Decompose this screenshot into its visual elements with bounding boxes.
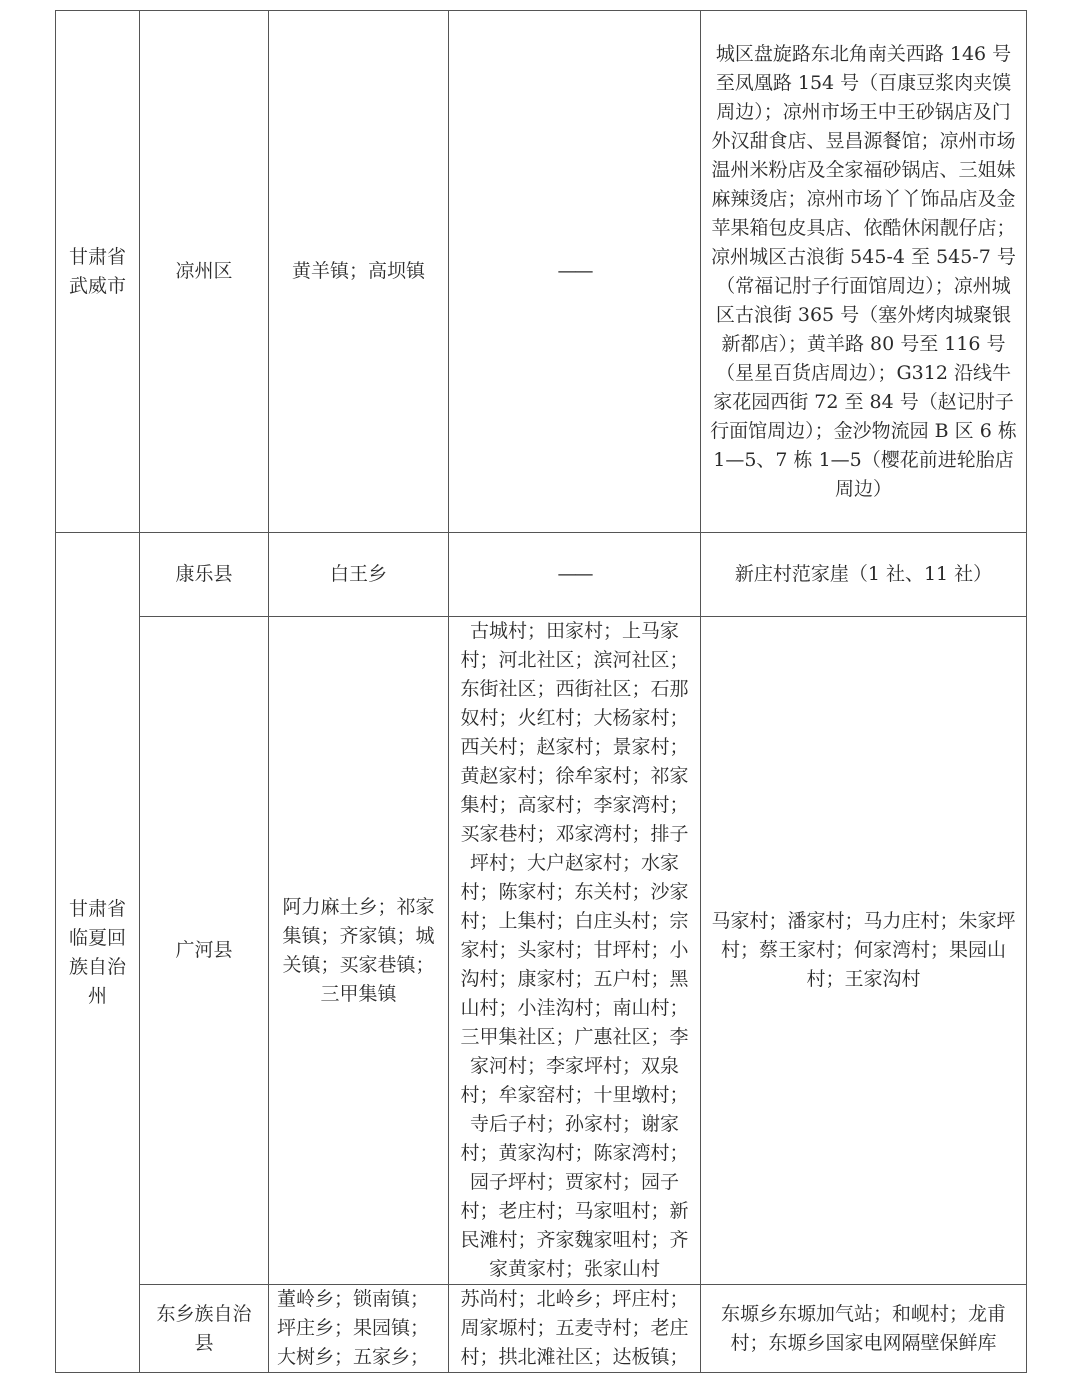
areas-text: 城区盘旋路东北角南关西路 146 号至凤凰路 154 号（百康豆浆肉夹馍周边）；凉州市场王中王砂锅店及门外汉甜食店、昱昌源餐馆；凉州市场温州米粉店及全家福砂锅店、三姐妹麻辣烫店；凉州市场丫丫饰品店及金苹果箱包皮具店、依酷休闲靓仔店；凉州城区古浪街 545-4 至 545-7 号（常福记肘子行面馆周边）；凉州城区古浪街 365 号（塞外烤肉城聚银新都店）；黄羊路 80 号至 116 号（星星百货店周边）；G312 沿线牛家花园西街 72 至 84 号（赵记肘子行面馆周边）；金沙物流园 B 区 6 栋 1—5、7 栋 1—5（樱花前进轮胎店周边）	[710, 42, 1017, 500]
towns-cell	[269, 11, 449, 533]
county-name: 东乡族自治县	[156, 1302, 252, 1354]
villages-cell	[449, 533, 701, 617]
county-cell	[140, 617, 269, 1285]
table-row	[56, 617, 1027, 1285]
towns-text: 董岭乡；锁南镇；坪庄乡；果园镇；大树乡；五家乡；	[277, 1288, 430, 1368]
areas-text: 新庄村范家崖（1 社、11 社）	[734, 563, 993, 585]
areas-text: 马家村；潘家村；马力庄村；朱家坪村；蔡王家村；何家湾村；果园山村；王家沟村	[711, 910, 1016, 990]
towns-cell	[269, 1285, 449, 1373]
county-cell	[140, 1285, 269, 1373]
table-row	[56, 533, 1027, 617]
county-name: 凉州区	[175, 260, 233, 282]
province-name: 甘肃省武威市	[68, 245, 126, 297]
villages-text: 苏尚村；北岭乡；坪庄村；周家塬村；五麦寺村；老庄村；拱北滩社区；达板镇；	[460, 1288, 689, 1368]
towns-cell	[269, 617, 449, 1285]
province-cell	[56, 11, 140, 533]
areas-text: 东塬乡东塬加气站；和岘村；龙甫村；东塬乡国家电网隔壁保鲜库	[720, 1302, 1006, 1354]
province-name: 甘肃省临夏回族自治州	[68, 897, 126, 1007]
villages-cell	[449, 1285, 701, 1373]
county-name: 广河县	[175, 939, 233, 961]
table-row	[56, 1285, 1027, 1373]
towns-text: 白王乡	[329, 563, 387, 585]
county-cell	[140, 533, 269, 617]
towns-text: 阿力麻土乡；祁家集镇；齐家镇；城关镇；买家巷镇；三甲集镇	[282, 895, 435, 1005]
province-cell	[56, 533, 140, 1373]
risk-area-table	[55, 10, 1027, 1373]
areas-cell	[701, 617, 1027, 1285]
areas-cell	[701, 533, 1027, 617]
areas-cell	[701, 11, 1027, 533]
towns-text: 黄羊镇；高坝镇	[291, 260, 425, 282]
villages-text: ——	[557, 260, 592, 282]
villages-cell	[449, 617, 701, 1285]
villages-text: ——	[557, 563, 592, 585]
county-name: 康乐县	[175, 563, 233, 585]
villages-text: 古城村；田家村；上马家村；河北社区；滨河社区；东街社区；西街社区；石那奴村；火红村；大杨家村；西关村；赵家村；景家村；黄赵家村；徐牟家村；祁家集村；高家村；李家湾村；买家巷村；邓家湾村；排子坪村；大户赵家村；水家村；陈家村；东关村；沙家村；上集村；白庄头村；宗家村；头家村；甘坪村；小沟村；康家村；五户村；黑山村；小洼沟村；南山村；三甲集社区；广惠社区；李家河村；李家坪村；双泉村；牟家窑村；十里墩村；寺后子村；孙家村；谢家村；黄家沟村；陈家湾村；园子坪村；贾家村；园子村；老庄村；马家咀村；新民滩村；齐家魏家咀村；齐家黄家村；张家山村	[460, 620, 689, 1280]
table-row	[56, 11, 1027, 533]
towns-cell	[269, 533, 449, 617]
villages-cell	[449, 11, 701, 533]
areas-cell	[701, 1285, 1027, 1373]
county-cell	[140, 11, 269, 533]
